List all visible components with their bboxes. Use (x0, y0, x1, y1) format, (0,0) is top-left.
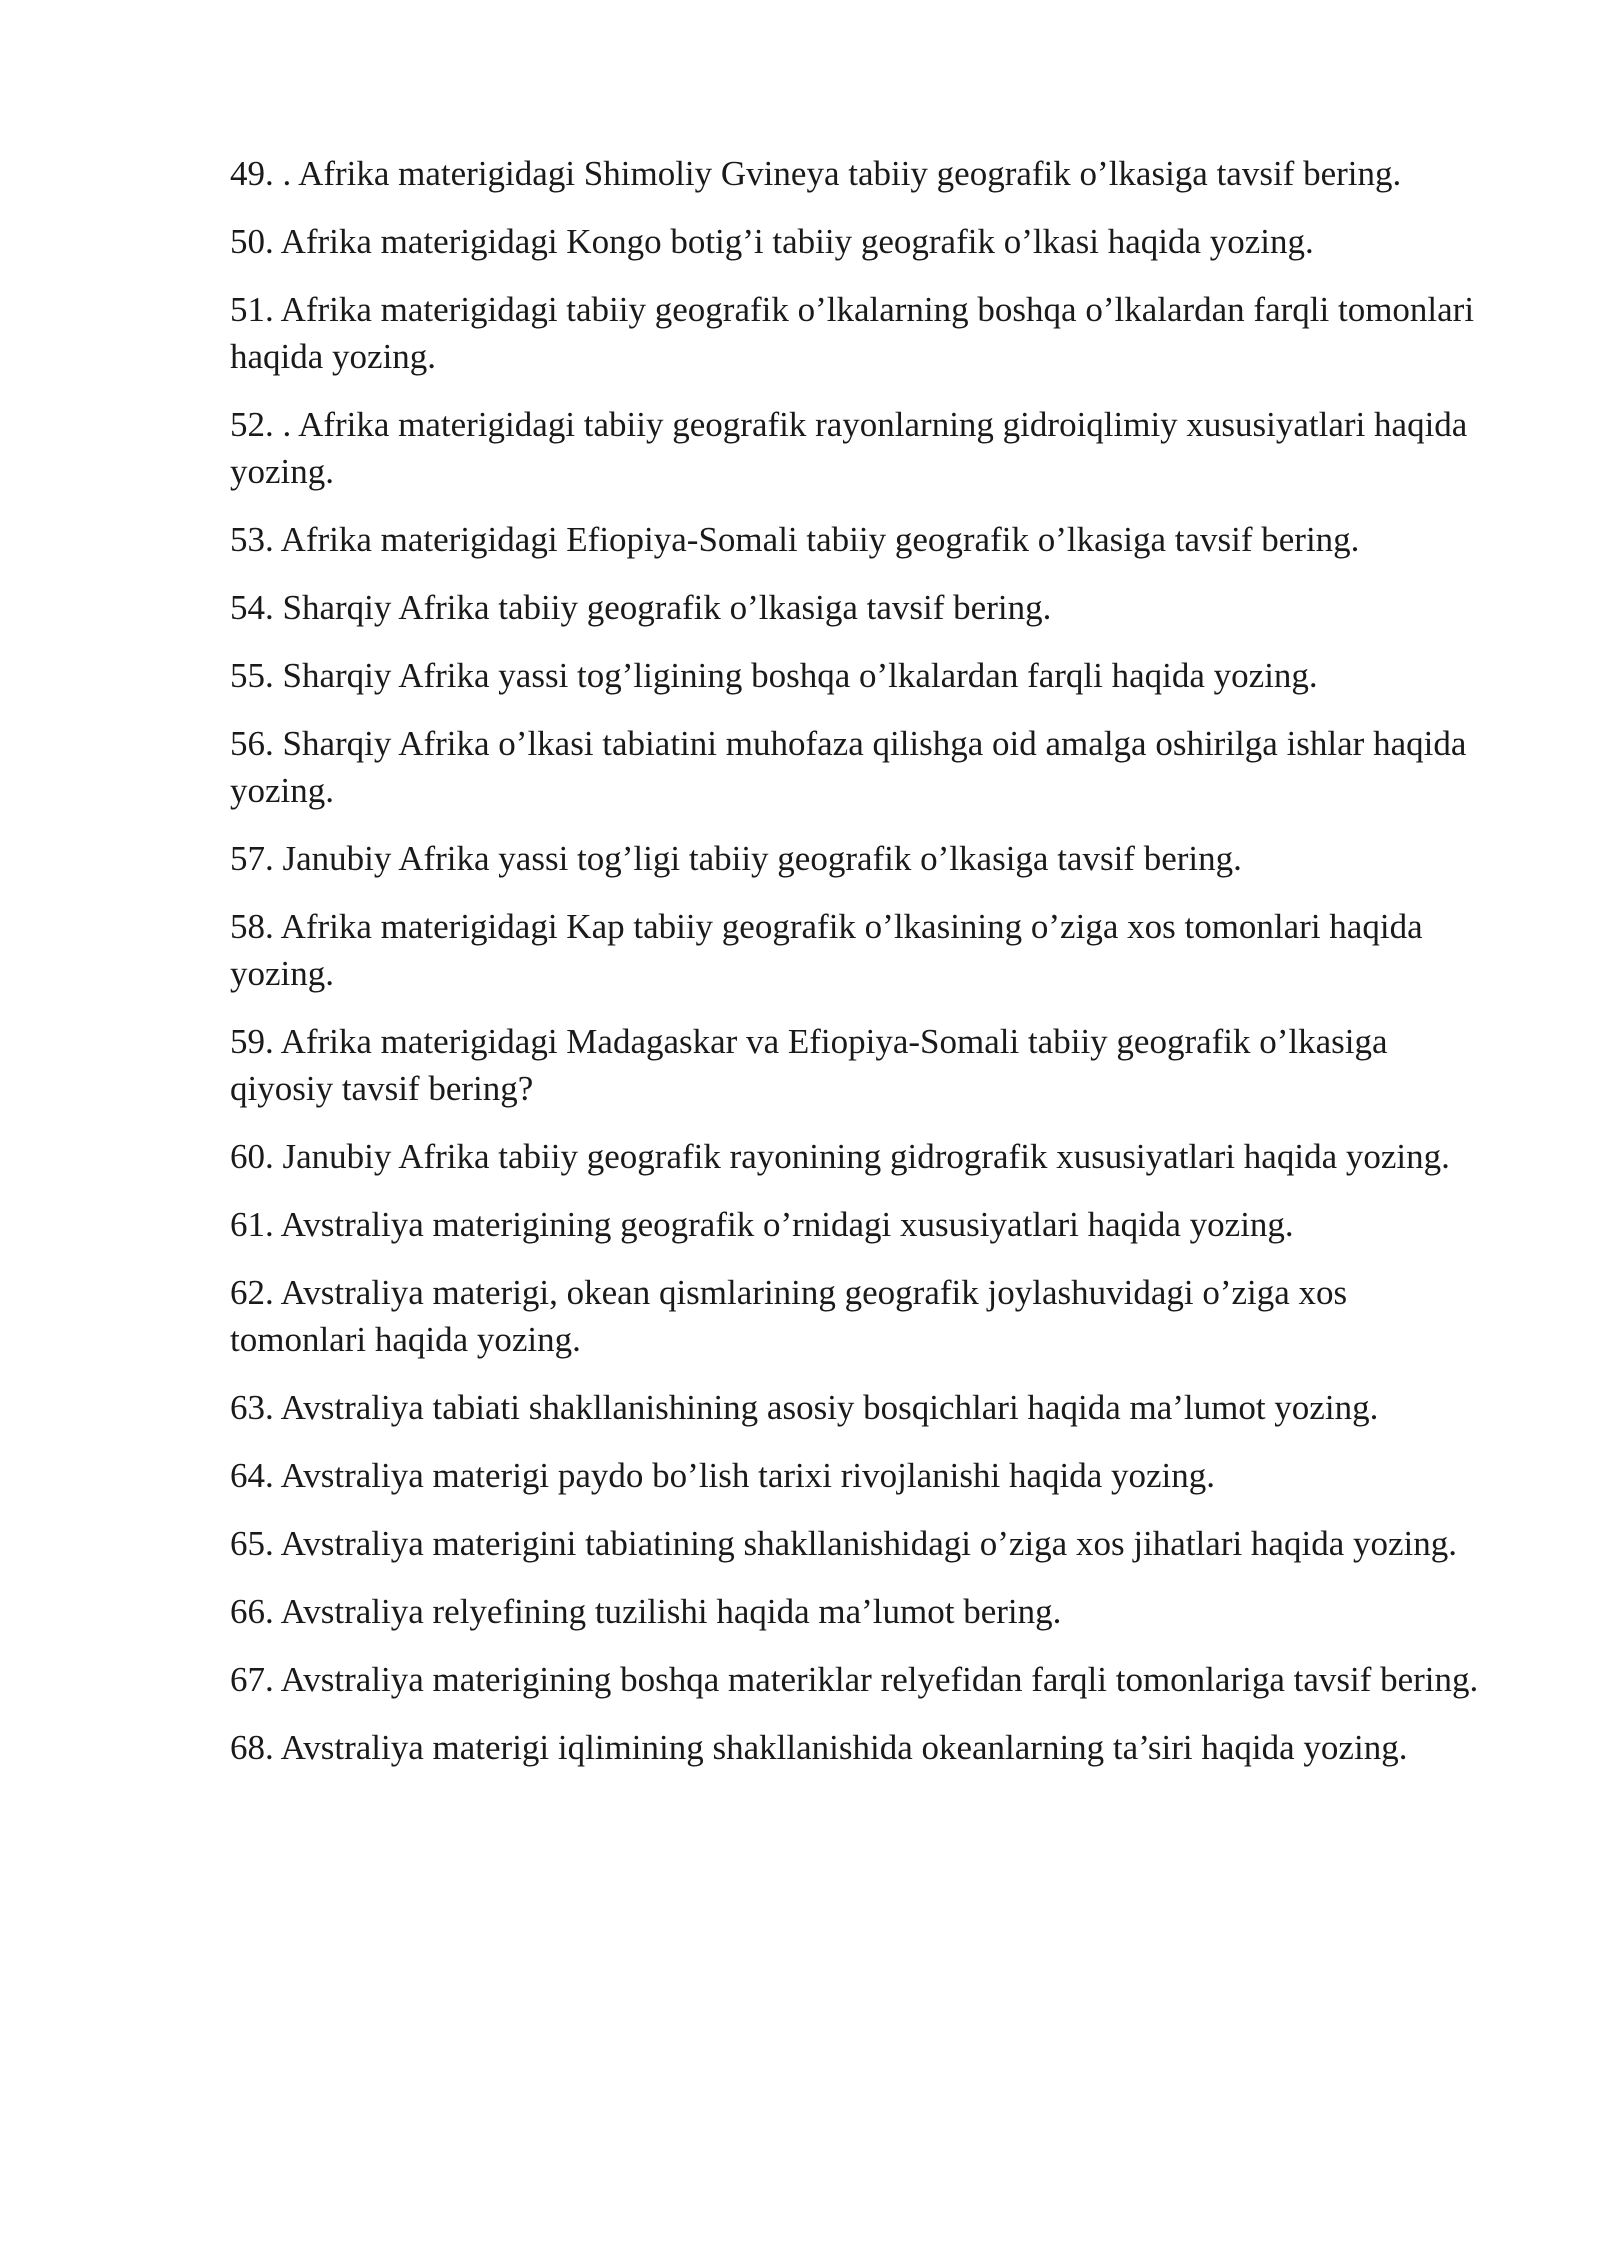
question-item: 51. Afrika materigidagi tabiiy geografik o’lkalarning boshqa o’lkalardan farqli tomonlari haqida yozing. (230, 290, 1475, 376)
question-item: 67. Avstraliya materigining boshqa materiklar relyefidan farqli tomonlariga tavsif bering. (230, 1660, 1479, 1699)
question-item: 55. Sharqiy Afrika yassi tog’ligining boshqa o’lkalardan farqli haqida yozing. (230, 656, 1318, 695)
question-item: 54. Sharqiy Afrika tabiiy geografik o’lkasiga tavsif bering. (230, 588, 1052, 627)
question-item: 56. Sharqiy Afrika o’lkasi tabiatini muhofaza qilishga oid amalga oshirilga ishlar haqida yozing. (230, 724, 1467, 810)
question-item: 68. Avstraliya materigi iqlimining shakllanishida okeanlarning ta’siri haqida yozing. (230, 1728, 1408, 1767)
question-item: 52. . Afrika materigidagi tabiiy geografik rayonlarning gidroiqlimiy xususiyatlari haqida yozing. (230, 405, 1468, 491)
question-list (230, 150, 1490, 1792)
question-item: 49. . Afrika materigidagi Shimoliy Gvineya tabiiy geografik o’lkasiga tavsif bering. (230, 154, 1402, 193)
question-item: 63. Avstraliya tabiati shakllanishining asosiy bosqichlari haqida ma’lumot yozing. (230, 1388, 1379, 1427)
question-item: 61. Avstraliya materigining geografik o’rnidagi xususiyatlari haqida yozing. (230, 1205, 1294, 1244)
question-item: 62. Avstraliya materigi, okean qismlarining geografik joylashuvidagi o’ziga xos tomonlari haqida yozing. (230, 1273, 1348, 1359)
question-item: 64. Avstraliya materigi paydo bo’lish tarixi rivojlanishi haqida yozing. (230, 1456, 1215, 1495)
question-item: 66. Avstraliya relyefining tuzilishi haqida ma’lumot bering. (230, 1592, 1062, 1631)
question-item: 57. Janubiy Afrika yassi tog’ligi tabiiy geografik o’lkasiga tavsif bering. (230, 839, 1242, 878)
question-item: 50. Afrika materigidagi Kongo botig’i tabiiy geografik o’lkasi haqida yozing. (230, 222, 1314, 261)
question-item: 58. Afrika materigidagi Kap tabiiy geografik o’lkasining o’ziga xos tomonlari haqida yozing. (230, 907, 1423, 993)
question-item: 65. Avstraliya materigini tabiatining shakllanishidagi o’ziga xos jihatlari haqida yozing. (230, 1524, 1457, 1563)
question-item: 60. Janubiy Afrika tabiiy geografik rayonining gidrografik xususiyatlari haqida yozing. (230, 1137, 1450, 1176)
question-item: 59. Afrika materigidagi Madagaskar va Efiopiya-Somali tabiiy geografik o’lkasiga qiyosiy tavsif bering? (230, 1022, 1388, 1108)
question-item: 53. Afrika materigidagi Efiopiya-Somali tabiiy geografik o’lkasiga tavsif bering. (230, 520, 1360, 559)
